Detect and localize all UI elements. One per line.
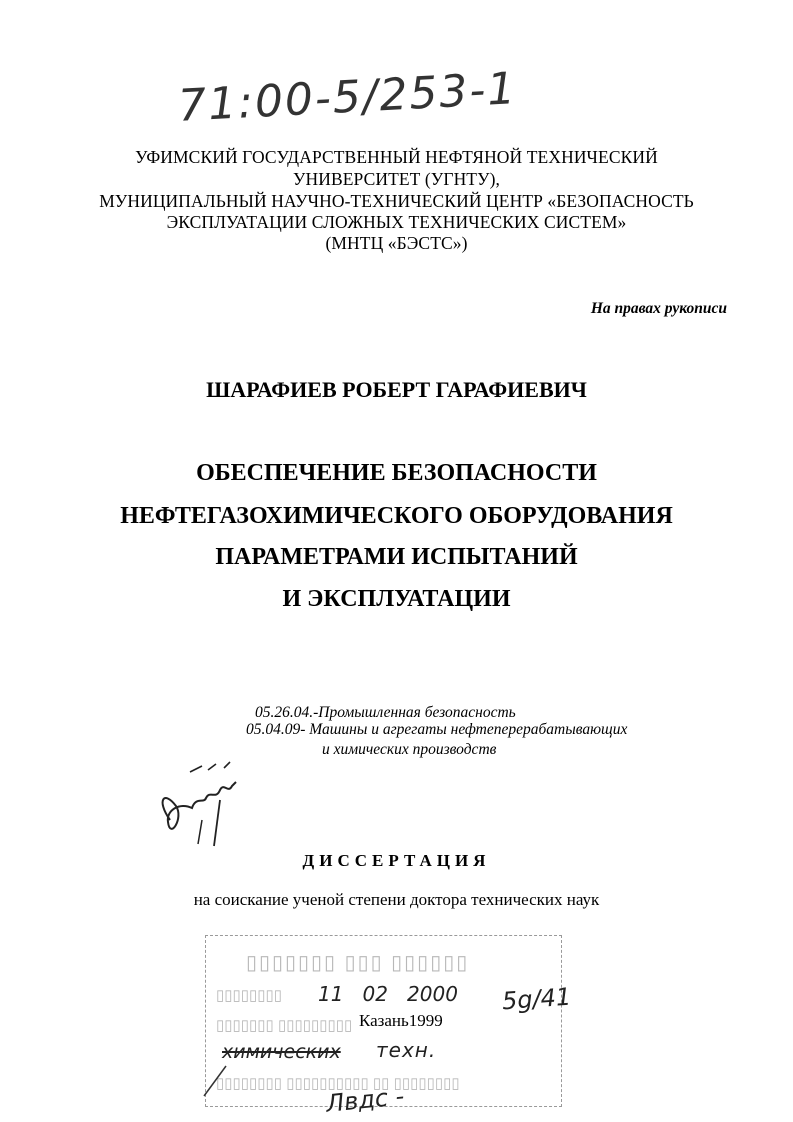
- stamp-faded-line: ▯▯▯▯▯▯▯ ▯▯▯ ▯▯▯▯▯▯: [246, 952, 470, 974]
- title-line-2: НЕФТЕГАЗОХИМИЧЕСКОГО ОБОРУДОВАНИЯ: [120, 503, 673, 529]
- stamp-faded-line: ▯▯▯▯▯▯▯▯ ▯▯▯▯▯▯▯▯▯▯ ▯▯ ▯▯▯▯▯▯▯▯: [216, 1075, 460, 1092]
- specialty-line-1: 05.26.04.-Промышленная безопасность: [255, 704, 516, 721]
- stamp-faded-line: ▯▯▯▯▯▯▯▯: [216, 987, 283, 1004]
- title-line-1: ОБЕСПЕЧЕНИЕ БЕЗОПАСНОСТИ: [196, 460, 597, 486]
- institution-line-2: УНИВЕРСИТЕТ (УГНТУ),: [293, 169, 500, 189]
- institution-line-1: УФИМСКИЙ ГОСУДАРСТВЕННЫЙ НЕФТЯНОЙ ТЕХНИЧЕСКИЙ: [135, 147, 658, 167]
- stamp-date-handwritten: 11 02 2000: [318, 982, 458, 1006]
- manuscript-rights-note: На правах рукописи: [590, 300, 727, 317]
- specialty-line-3: и химических производств: [322, 741, 497, 758]
- handwritten-added-word: техн.: [376, 1038, 437, 1062]
- pencil-stroke: [200, 1060, 240, 1100]
- degree-statement: на соискание ученой степени доктора технических наук: [193, 890, 600, 909]
- place-year: Казань1999: [359, 1011, 443, 1030]
- title-line-3: ПАРАМЕТРАМИ ИСПЫТАНИЙ: [215, 544, 578, 570]
- bottom-signature-handwritten: Лвдс -: [324, 1081, 406, 1119]
- specialty-line-2: 05.04.09- Машины и агрегаты нефтеперерабатывающих: [246, 721, 628, 738]
- document-type: ДИССЕРТАЦИЯ: [302, 851, 491, 870]
- institution-line-4: ЭКСПЛУАТАЦИИ СЛОЖНЫХ ТЕХНИЧЕСКИХ СИСТЕМ»: [166, 212, 627, 232]
- archive-code-handwritten: 71:00-5/253-1: [176, 63, 519, 132]
- stamp-faded-line: ▯▯▯▯▯▯▯ ▯▯▯▯▯▯▯▯▯: [216, 1017, 353, 1034]
- author-name: ШАРАФИЕВ РОБЕРТ ГАРАФИЕВИЧ: [206, 377, 587, 402]
- institution-line-5: (МНТЦ «БЭСТС»): [325, 233, 468, 253]
- institution-line-3: МУНИЦИПАЛЬНЫЙ НАУЧНО-ТЕХНИЧЕСКИЙ ЦЕНТР «БЕЗОПАСНОСТЬ: [99, 191, 694, 211]
- handwritten-crossed-word: химических: [222, 1041, 341, 1063]
- stamp-number-handwritten: 5g/41: [501, 982, 573, 1016]
- title-line-4: И ЭКСПЛУАТАЦИИ: [282, 586, 511, 612]
